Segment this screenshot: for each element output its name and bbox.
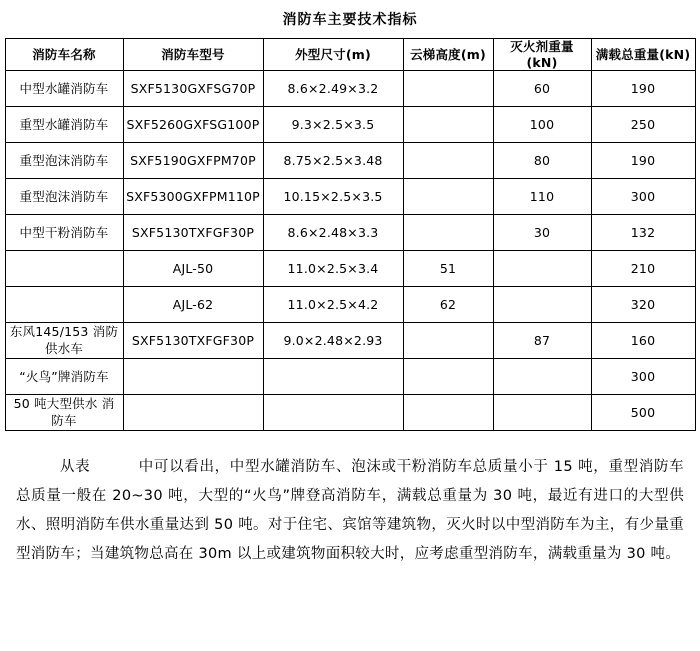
cell-total-weight: 500 (591, 395, 695, 431)
cell-ladder (403, 71, 493, 107)
cell-size: 11.0×2.5×3.4 (263, 251, 403, 287)
cell-model: AJL-50 (123, 251, 263, 287)
cell-model (123, 359, 263, 395)
cell-name: 50 吨大型供水 消防车 (5, 395, 123, 431)
cell-size (263, 395, 403, 431)
cell-name: 重型泡沫消防车 (5, 143, 123, 179)
cell-model: SXF5130GXFSG70P (123, 71, 263, 107)
body-paragraph (16, 431, 684, 569)
cell-model: SXF5130TXFGF30P (123, 323, 263, 359)
cell-model: SXF5190GXFPM70P (123, 143, 263, 179)
cell-size (263, 359, 403, 395)
cell-size: 8.6×2.49×3.2 (263, 71, 403, 107)
table-header-row (5, 39, 695, 71)
table-row (5, 143, 695, 179)
table-row (5, 287, 695, 323)
cell-ladder (403, 395, 493, 431)
cell-size: 8.75×2.5×3.48 (263, 143, 403, 179)
cell-name (5, 251, 123, 287)
cell-total-weight: 250 (591, 107, 695, 143)
cell-name: “火鸟”牌消防车 (5, 359, 123, 395)
cell-agent-weight (493, 359, 591, 395)
cell-total-weight: 190 (591, 71, 695, 107)
fire-truck-spec-table (5, 38, 696, 431)
cell-total-weight: 132 (591, 215, 695, 251)
cell-ladder (403, 143, 493, 179)
cell-ladder: 51 (403, 251, 493, 287)
cell-name (5, 287, 123, 323)
column-header-name: 消防车名称 (5, 39, 123, 71)
cell-total-weight: 300 (591, 359, 695, 395)
cell-agent-weight: 80 (493, 143, 591, 179)
table-row (5, 71, 695, 107)
table-body (5, 71, 695, 431)
column-header-size: 外型尺寸(m) (263, 39, 403, 71)
cell-agent-weight: 60 (493, 71, 591, 107)
cell-model: SXF5300GXFPM110P (123, 179, 263, 215)
cell-total-weight: 300 (591, 179, 695, 215)
table-row (5, 179, 695, 215)
cell-ladder (403, 215, 493, 251)
paragraph-lead: 从表 (60, 459, 91, 476)
column-header-ladder-height: 云梯高度(m) (403, 39, 493, 71)
cell-total-weight: 190 (591, 143, 695, 179)
cell-size: 8.6×2.48×3.3 (263, 215, 403, 251)
table-row (5, 395, 695, 431)
cell-total-weight: 160 (591, 323, 695, 359)
cell-ladder: 62 (403, 287, 493, 323)
cell-ladder (403, 179, 493, 215)
cell-agent-weight: 30 (493, 215, 591, 251)
cell-size: 11.0×2.5×4.2 (263, 287, 403, 323)
cell-name: 重型水罐消防车 (5, 107, 123, 143)
cell-agent-weight: 100 (493, 107, 591, 143)
cell-size: 10.15×2.5×3.5 (263, 179, 403, 215)
cell-model: AJL-62 (123, 287, 263, 323)
column-header-model: 消防车型号 (123, 39, 263, 71)
cell-size: 9.0×2.48×2.93 (263, 323, 403, 359)
table-row (5, 359, 695, 395)
page-title: 消防车主要技术指标 (282, 12, 418, 28)
cell-model: SXF5260GXFSG100P (123, 107, 263, 143)
cell-agent-weight: 110 (493, 179, 591, 215)
table-row (5, 323, 695, 359)
cell-ladder (403, 323, 493, 359)
cell-name: 重型泡沫消防车 (5, 179, 123, 215)
cell-size: 9.3×2.5×3.5 (263, 107, 403, 143)
cell-model: SXF5130TXFGF30P (123, 215, 263, 251)
cell-agent-weight (493, 287, 591, 323)
table-row (5, 251, 695, 287)
cell-name: 中型水罐消防车 (5, 71, 123, 107)
cell-name: 东风145/153 消防 供水车 (5, 323, 123, 359)
cell-agent-weight: 87 (493, 323, 591, 359)
column-header-agent-weight: 灭火剂重量(kN) (493, 39, 591, 71)
cell-ladder (403, 359, 493, 395)
cell-total-weight: 320 (591, 287, 695, 323)
cell-ladder (403, 107, 493, 143)
table-row (5, 107, 695, 143)
paragraph-body: 中可以看出，中型水罐消防车、泡沫或干粉消防车总质量小于 15 吨，重型消防车总质量一般在 20~30 吨，大型的“火鸟”牌登高消防车，满载总重量为 30 吨，最近有进口的大型供水、照明消防车供水重量达到 50 吨。对于住宅、宾馆等建筑物，灭火时以中型消防车为主，有少量重型消防车；当建筑物总高在 30m 以上或建筑物面积较大时，应考虑重型消防车，满载重量为 30 吨。 (16, 459, 684, 563)
table-row (5, 215, 695, 251)
cell-agent-weight (493, 395, 591, 431)
cell-model (123, 395, 263, 431)
paragraph-text (16, 453, 684, 569)
cell-agent-weight (493, 251, 591, 287)
cell-name: 中型干粉消防车 (5, 215, 123, 251)
cell-total-weight: 210 (591, 251, 695, 287)
column-header-total-weight: 满载总重量(kN) (591, 39, 695, 71)
